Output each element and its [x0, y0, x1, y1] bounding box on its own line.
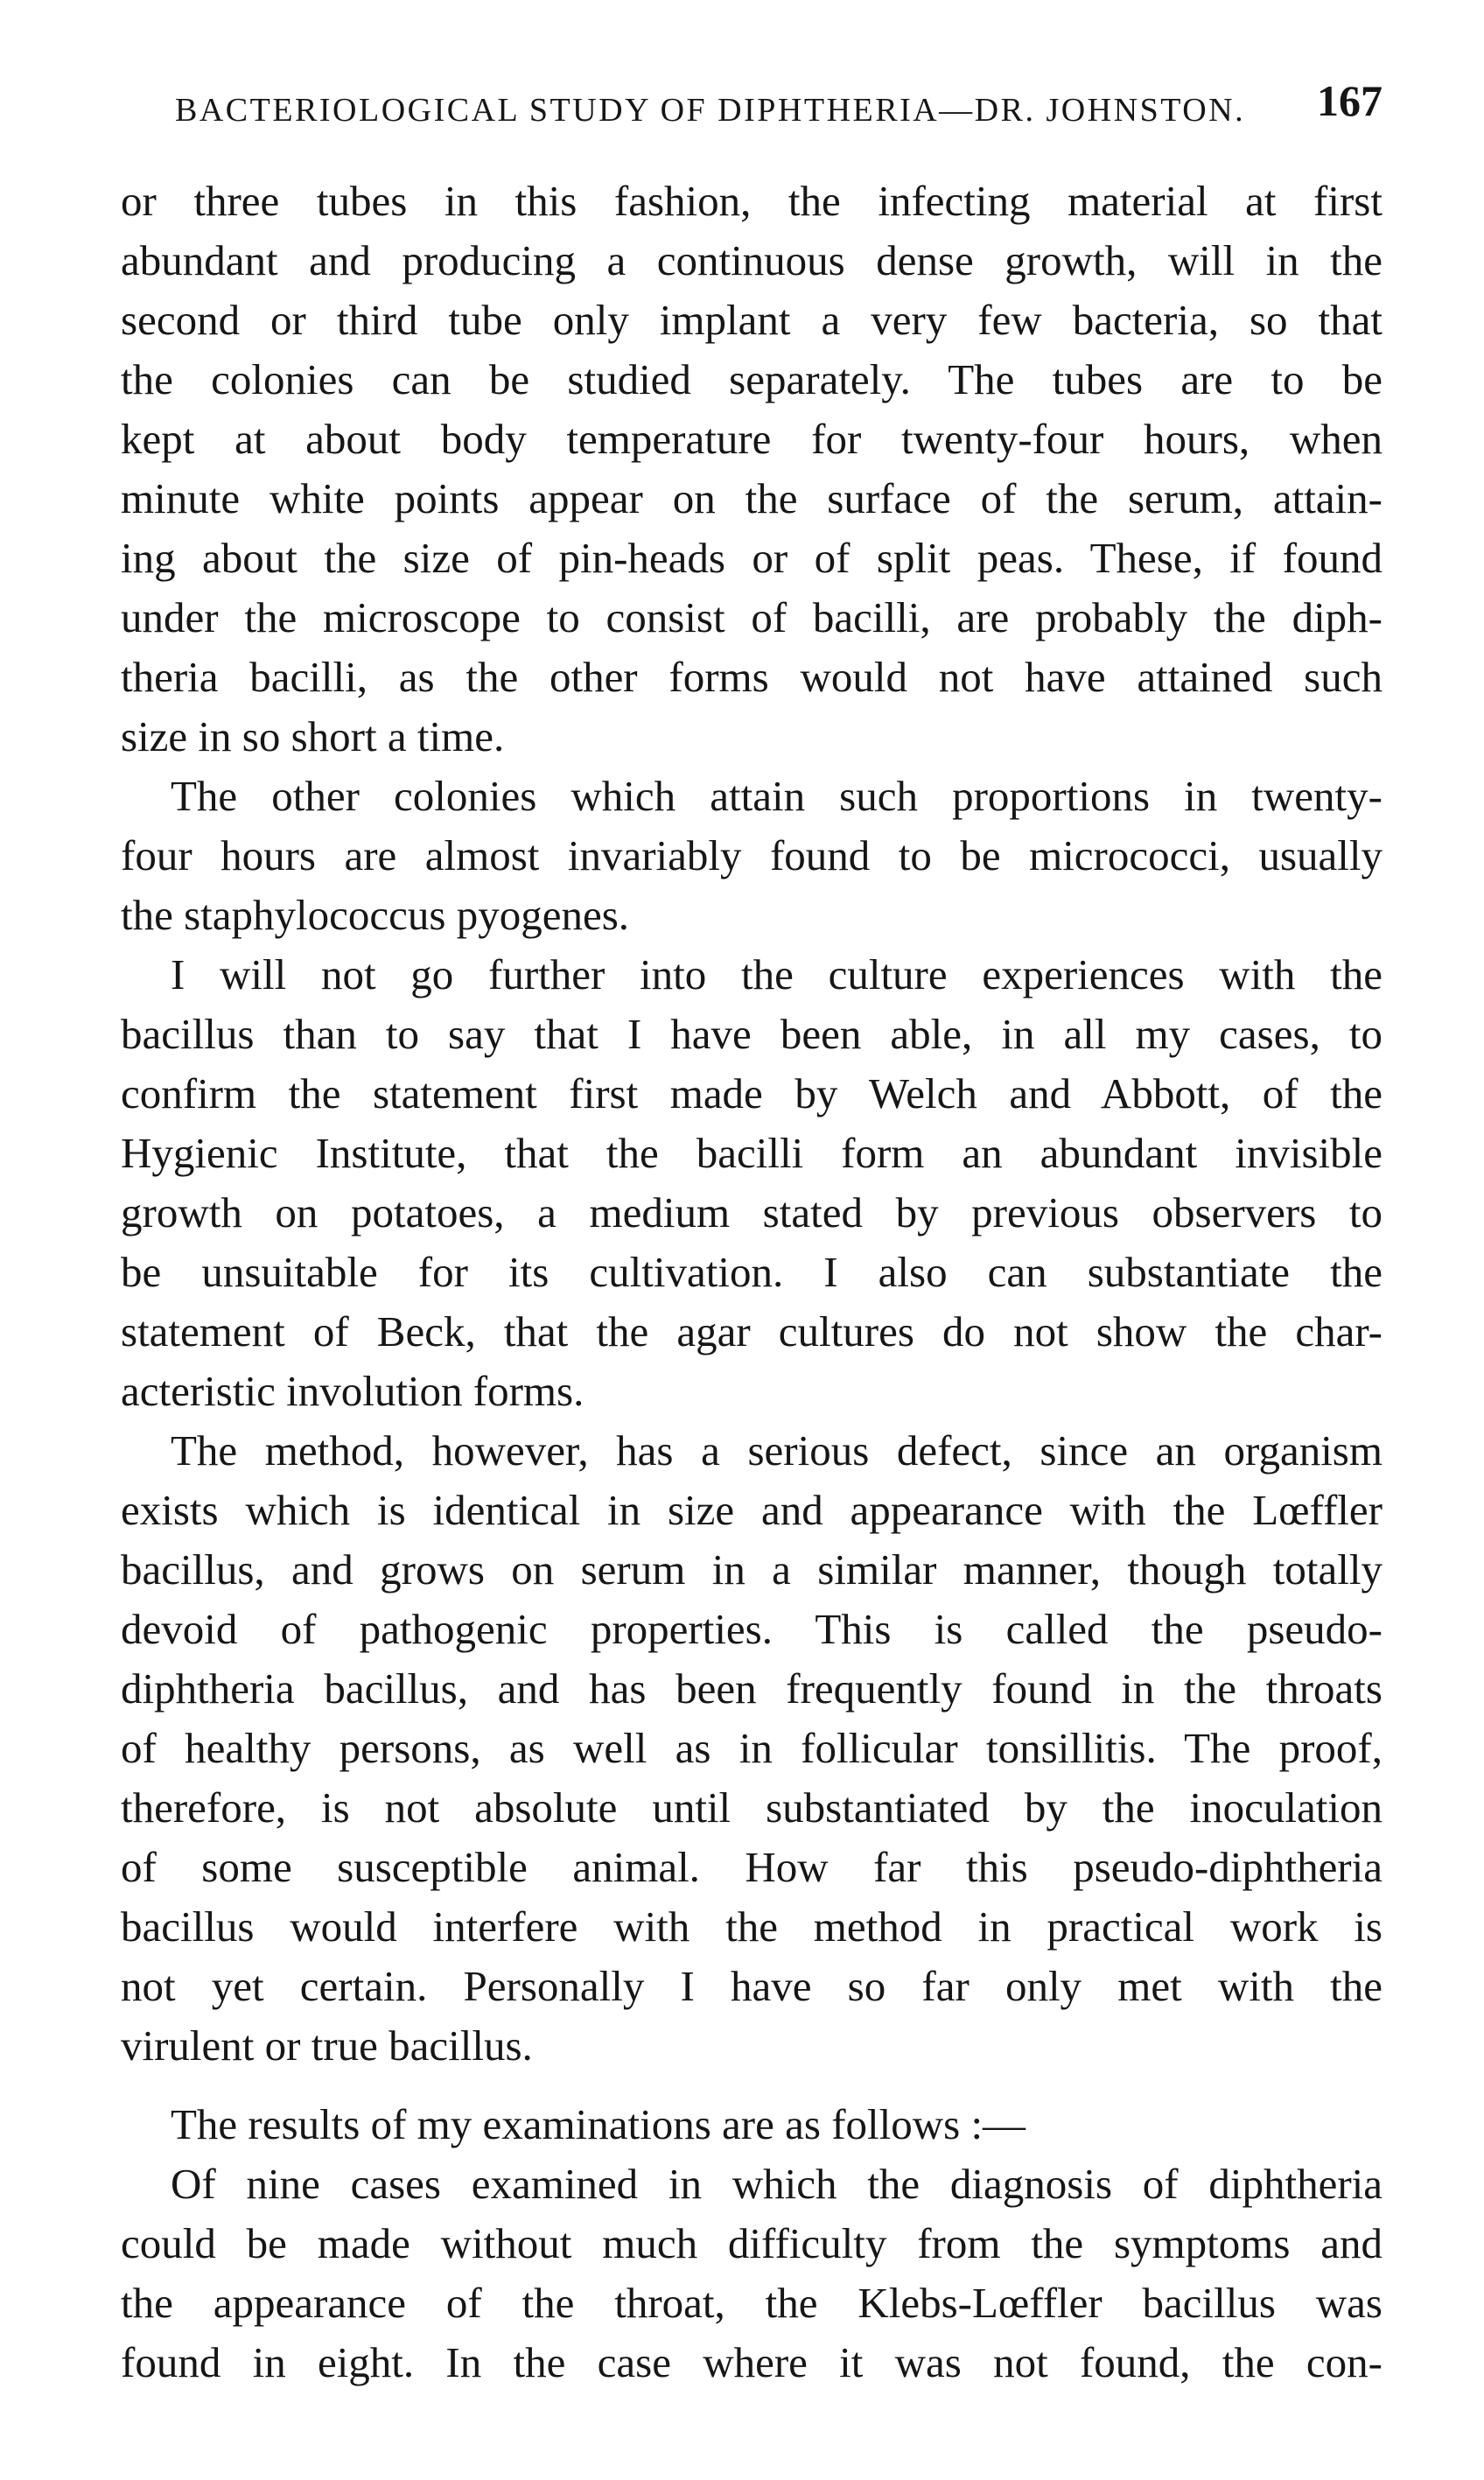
- text-line: of some susceptible animal. How far this pseudo-diphtheria: [121, 1843, 1382, 1891]
- text-line: confirm the statement first made by Welch and Abbott, of the: [121, 1069, 1382, 1117]
- text-line: statement of Beck, that the agar cultures do not show the char-: [121, 1307, 1382, 1356]
- text-line: therefore, is not absolute until substantiated by the inoculation: [121, 1783, 1382, 1832]
- running-head: [175, 75, 1382, 137]
- text-line: Hygienic Institute, that the bacilli form an abundant invisible: [121, 1129, 1382, 1177]
- text-line: acteristic involution forms.: [121, 1367, 584, 1415]
- text-line: virulent or true bacillus.: [121, 2021, 533, 2070]
- text-line: be unsuitable for its cultivation. I also can substantiate the: [121, 1248, 1382, 1296]
- text-line: bacillus than to say that I have been able, in all my cases, to: [121, 1010, 1382, 1058]
- text-line: bacillus, and grows on serum in a similar manner, though totally: [121, 1545, 1382, 1594]
- text-line: second or third tube only implant a very few bacteria, so that: [121, 296, 1382, 344]
- text-line: four hours are almost invariably found to be micrococci, usually: [121, 831, 1382, 879]
- text-line: the staphylococcus pyogenes.: [121, 891, 630, 939]
- text-line: devoid of pathogenic properties. This is called the pseudo-: [121, 1605, 1382, 1653]
- text-line: minute white points appear on the surface of the serum, attain-: [121, 474, 1382, 522]
- text-line: ing about the size of pin-heads or of split peas. These, if found: [121, 534, 1382, 582]
- text-line: kept at about body temperature for twenty-four hours, when: [121, 415, 1382, 463]
- paragraph-gap: [121, 2076, 1382, 2095]
- text-line: I will not go further into the culture experiences with the: [171, 950, 1382, 998]
- text-line: Of nine cases examined in which the diagnosis of diphtheria: [171, 2160, 1382, 2208]
- text-line: theria bacilli, as the other forms would not have attained such: [121, 653, 1382, 701]
- text-line: of healthy persons, as well as in follicular tonsillitis. The proof,: [121, 1724, 1382, 1772]
- body-text: [121, 172, 1382, 2392]
- text-line: found in eight. In the case where it was not found, the con-: [121, 2338, 1382, 2386]
- text-line: could be made without much difficulty from the symptoms and: [121, 2219, 1382, 2267]
- text-line: diphtheria bacillus, and has been frequently found in the throats: [121, 1664, 1382, 1713]
- page-number: 167: [1317, 76, 1382, 125]
- text-line: The results of my examinations are as follows :—: [171, 2100, 1026, 2148]
- text-line: under the microscope to consist of bacilli, are probably the diph-: [121, 593, 1382, 641]
- text-line: not yet certain. Personally I have so far only met with the: [121, 1962, 1382, 2010]
- text-line: the appearance of the throat, the Klebs-Lœffler bacillus was: [121, 2279, 1382, 2327]
- text-line: The method, however, has a serious defect, since an organism: [171, 1426, 1382, 1475]
- text-line: abundant and producing a continuous dense growth, will in the: [121, 236, 1382, 284]
- text-line: The other colonies which attain such proportions in twenty-: [171, 772, 1382, 820]
- text-line: or three tubes in this fashion, the infecting material at first: [121, 177, 1382, 225]
- text-line: growth on potatoes, a medium stated by previous observers to: [121, 1188, 1382, 1236]
- text-line: bacillus would interfere with the method in practical work is: [121, 1902, 1382, 1951]
- text-line: the colonies can be studied separately. The tubes are to be: [121, 355, 1382, 403]
- running-title: BACTERIOLOGICAL STUDY OF DIPHTHERIA—DR. JOHNSTON.: [175, 92, 1246, 129]
- text-line: size in so short a time.: [121, 712, 505, 760]
- text-line: exists which is identical in size and appearance with the Lœffler: [121, 1486, 1382, 1534]
